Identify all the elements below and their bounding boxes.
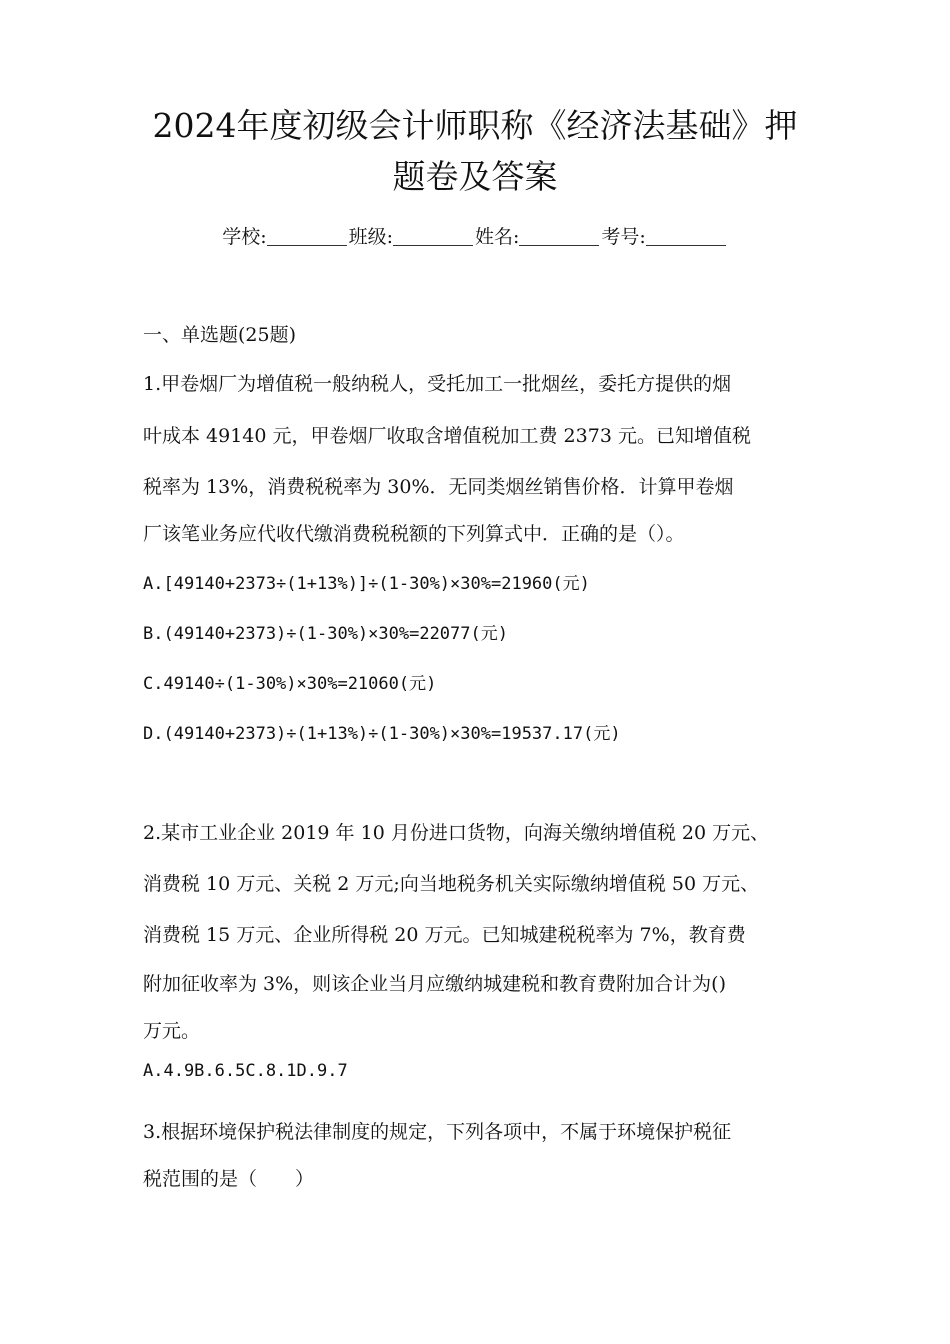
q2-text-line: 2.某市工业企业 2019 年 10 月份进口货物，向海关缴纳增值税 20 万元、: [143, 822, 770, 844]
q1-text-line: 叶成本 49140 元，甲卷烟厂收取含增值税加工费 2373 元。已知增值税: [143, 425, 751, 447]
q2-text-line: 万元。: [143, 1020, 201, 1042]
exam-no-blank[interactable]: [646, 227, 726, 246]
document-title-line1: 2024年度初级会计师职称《经济法基础》押: [152, 106, 798, 145]
name-blank[interactable]: [519, 227, 599, 246]
q1-option-a: A.[49140+2373÷(1+13%)]÷(1-30%)×30%=21960(元): [143, 574, 590, 594]
q2-options: A.4.9B.6.5C.8.1D.9.7: [143, 1061, 348, 1081]
q2-text-line: 消费税 10 万元、关税 2 万元;向当地税务机关实际缴纳增值税 50 万元、: [143, 873, 760, 895]
q1-option-d: D.(49140+2373)÷(1+13%)÷(1-30%)×30%=19537.17(元): [143, 724, 621, 744]
q2-text-line: 消费税 15 万元、企业所得税 20 万元。已知城建税税率为 7%，教育费: [143, 924, 746, 946]
name-label: 姓名:: [475, 226, 520, 248]
q1-text-line: 1.甲卷烟厂为增值税一般纳税人，受托加工一批烟丝，委托方提供的烟: [143, 373, 732, 395]
school-blank[interactable]: [267, 227, 347, 246]
q1-option-c: C.49140÷(1-30%)×30%=21060(元): [143, 674, 437, 694]
exam-no-label: 考号:: [601, 226, 646, 248]
q3-text-line: 3.根据环境保护税法律制度的规定，下列各项中，不属于环境保护税征: [143, 1121, 732, 1143]
school-label: 学校:: [222, 226, 267, 248]
class-blank[interactable]: [393, 227, 473, 246]
section-heading: 一、单选题(25题): [143, 324, 297, 346]
q3-text-line: 税范围的是（ ）: [143, 1168, 315, 1190]
student-info-row: [0, 222, 950, 252]
class-label: 班级:: [348, 226, 393, 248]
q2-text-line: 附加征收率为 3%，则该企业当月应缴纳城建税和教育费附加合计为(): [143, 973, 727, 995]
q1-text-line: 税率为 13%，消费税税率为 30%．无同类烟丝销售价格．计算甲卷烟: [143, 476, 734, 498]
q1-text-line: 厂该笔业务应代收代缴消费税税额的下列算式中．正确的是（）。: [143, 523, 685, 545]
document-title-line2: 题卷及答案: [392, 157, 558, 196]
q1-option-b: B.(49140+2373)÷(1-30%)×30%=22077(元): [143, 624, 508, 644]
